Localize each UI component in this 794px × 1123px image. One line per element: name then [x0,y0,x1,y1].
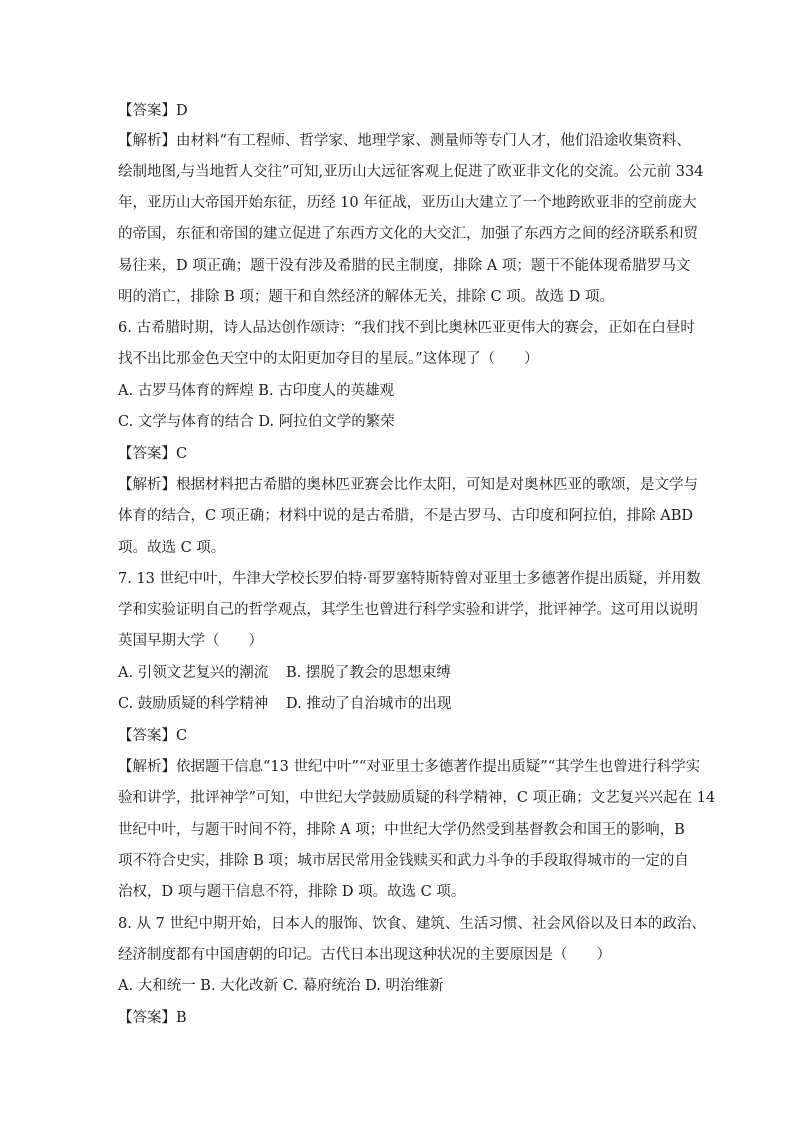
q7-stem-line: 学和实验证明自己的哲学观点，其学生也曾进行科学实验和讲学，批评神学。这可用以说明 [118,602,698,618]
q5-analysis-line: 绘制地图,与当地哲人交往”可知,亚历山大远征客观上促进了欧亚非文化的交流。公元前 334 [118,164,704,180]
q6-analysis-line: 体育的结合，C 项正确；材料中说的是古希腊，不是古罗马、古印度和阿拉伯，排除 ABD [118,508,694,524]
q7-answer: 【答案】C [118,728,188,744]
q6-stem-line: 6. 古希腊时期，诗人品达创作颂诗：“我们找不到比奥林匹亚更伟大的赛会，正如在白昼时 [118,320,695,336]
q5-analysis-line: 明的消亡，排除 B 项；题干和自然经济的解体无关，排除 C 项。故选 D 项。 [118,289,615,305]
q7-option-d: D. 推动了自治城市的出现 [286,696,452,712]
q5-analysis-line: 的帝国，东征和帝国的建立促进了东西方文化的大交汇，加强了东西方之间的经济联系和贸 [118,226,698,242]
q7-option-c: C. 鼓励质疑的科学精神 [118,696,269,712]
q6-options-line: C. 文学与体育的结合 D. 阿拉伯文学的繁荣 [118,414,395,430]
q7-analysis-line: 项不符合史实，排除 B 项；城市居民常用金钱赎买和武力斗争的手段取得城市的一定的自 [118,853,689,869]
q5-answer: 【答案】D [118,103,188,119]
q5-analysis-line: 【解析】由材料“有工程师、哲学家、地理学家、测量师等专门人才，他们沿途收集资料、 [118,133,691,149]
q5-analysis-line: 年，亚历山大帝国开始东征，历经 10 年征战，亚历山大建立了一个地跨欧亚非的空前庞大 [118,195,697,211]
q6-answer: 【答案】C [118,446,188,462]
q7-analysis-line: 验和讲学，批评神学”可知，中世纪大学鼓励质疑的科学精神，C 项正确；文艺复兴兴起在 14 [118,790,716,806]
q5-analysis-line: 易往来，D 项正确；题干没有涉及希腊的民主制度，排除 A 项；题干不能体现希腊罗马文 [118,258,691,274]
q7-analysis-line: 世纪中叶，与题干时间不符，排除 A 项；中世纪大学仍然受到基督教会和国王的影响，B [118,822,685,838]
q7-stem-line: 英国早期大学（ ） [118,633,263,649]
q7-analysis-line: 治权，D 项与题干信息不符，排除 D 项。故选 C 项。 [118,884,466,900]
q6-analysis-line: 【解析】根据材料把古希腊的奥林匹亚赛会比作太阳，可知是对奥林匹亚的歌颂，是文学与 [118,477,698,493]
q7-options-row [118,663,451,683]
q6-stem-line: 找不出比那金色天空中的太阳更加夺目的星辰。”这体现了（ ） [118,351,539,367]
q8-options-line: A. 大和统一 B. 大化改新 C. 幕府统治 D. 明治维新 [118,978,444,994]
q6-options-line: A. 古罗马体育的辉煌 B. 古印度人的英雄观 [118,383,395,399]
q6-analysis-line: 项。故选 C 项。 [118,540,226,556]
q7-stem-line: 7. 13 世纪中叶，牛津大学校长罗伯特·哥罗塞特斯特曾对亚里士多德著作提出质疑，并用数 [118,571,701,587]
q7-analysis-line: 【解析】依据题干信息“13 世纪中叶”“对亚里士多德著作提出质疑”“其学生也曾进行科学实 [118,759,701,775]
q7-option-a: A. 引领文艺复兴的潮流 [118,665,269,681]
q7-options-row [118,694,451,714]
q8-stem-line: 8. 从 7 世纪中期开始，日本人的服饰、饮食、建筑、生活习惯、社会风俗以及日本的政治、 [118,916,706,932]
q8-answer: 【答案】B [118,1010,187,1026]
q7-option-b: B. 摆脱了教会的思想束缚 [286,665,451,681]
q8-stem-line: 经济制度都有中国唐朝的印记。古代日本出现这种状况的主要原因是（ ） [118,947,611,963]
